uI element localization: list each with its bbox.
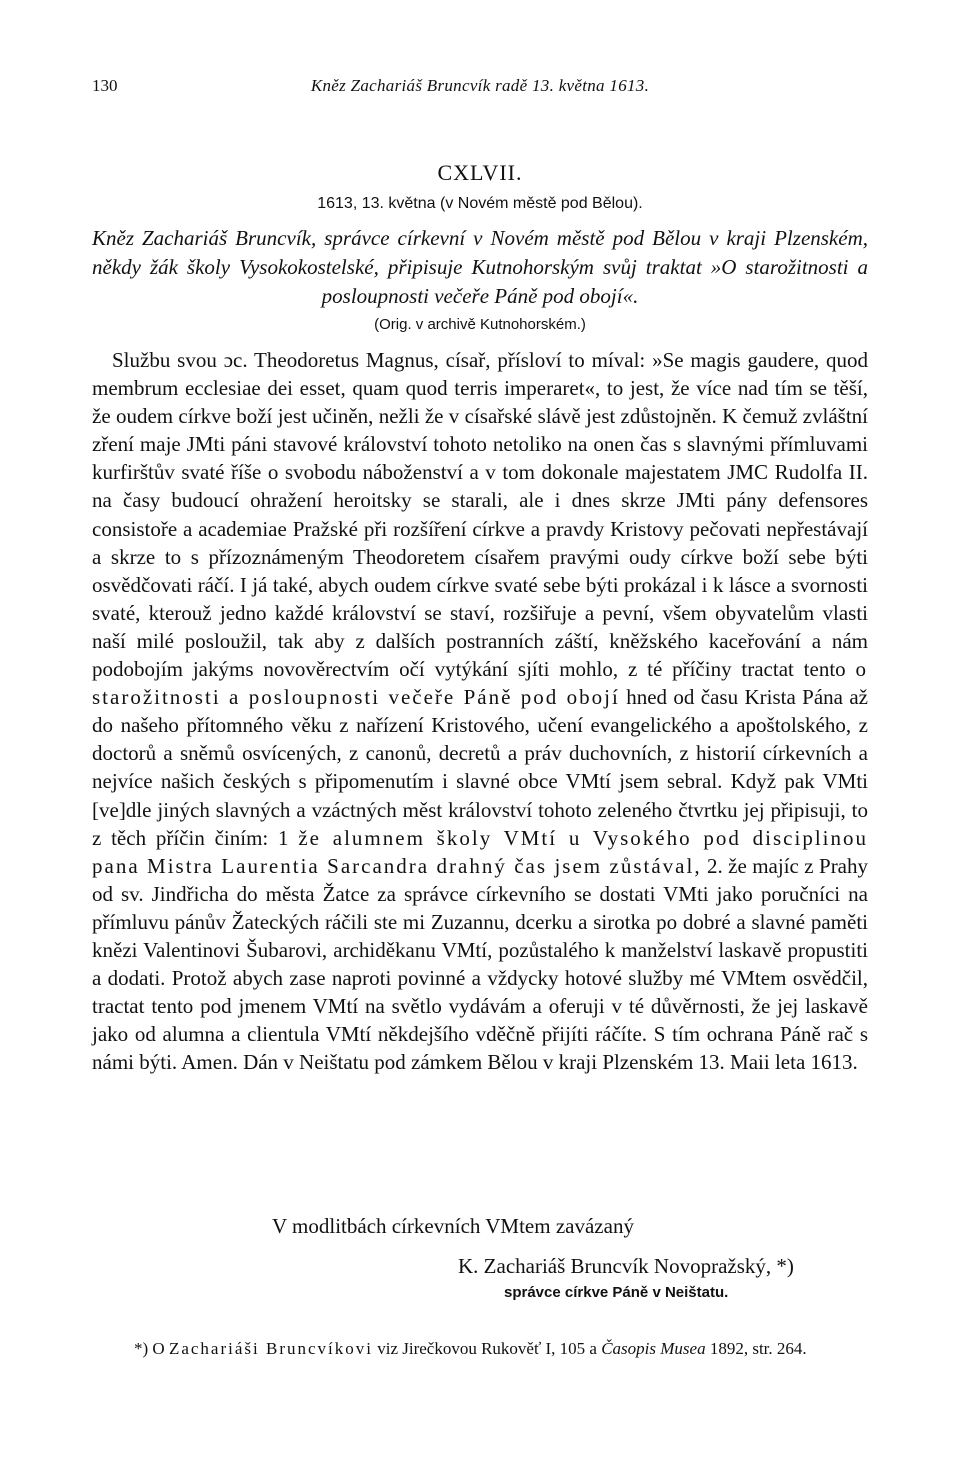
running-title: Kněz Zachariáš Bruncvík radě 13. května 1613.: [310, 76, 650, 95]
body-part-2: hned od času Krista Pána až do našeho přítomného věku z nařízení Kristového, učení evangelického a apoštolského, z doctorů a sněmů osvícených, z canonů, decretů a práv duchovních, z historií církevních a nejvíce našich českých s připomenutím i slavné obce VMtí jsem sebral. Když pak VMti [ve]dle jiných slavných a vzáctných měst království tohoto zeleného čtvrtku jej připisuji, to z těch příčin činím: 1: [92, 685, 869, 850]
body-part-3: 2. že majíc z Prahy od sv. Jindřicha do města Žatce za správce církevního se dostati VMti jako poručníci na přímluvu pánův Žateckých ráčili ste mi Zuzannu, dcerku a sirotka po dobré a slavné paměti knězi Valentinovi Šubarovi, archiděkanu VMtí, pozůstalého k manželství laskavě propustiti a dodati. Protož abych zase naproti povinné a vždycky hotové služby mé VMtem osvědčil, tractat tento pod jmenem VMtí na světlo vydávám a oferuji v té důvěrnosti, že jej laskavě jako od alumna a clientula VMtí někdejšího vděčně přijíti ráčíte. S tím ochrana Páně rač s námi býti. Amen. Dán v Neištatu pod zámkem Bělou v kraji Plzenském 13. Maii leta 1613.: [92, 853, 869, 1075]
spaced-title: o starožitnosti a posloupnosti večeře Páně pod obojí: [92, 657, 869, 710]
signature-role: správce církve Páně v Neištatu.: [504, 1284, 729, 1301]
letter-body: [92, 346, 868, 1076]
letter-paragraph: [92, 346, 868, 1076]
document-abstract: Kněz Zachariáš Bruncvík, správce církevní v Novém městě pod Bělou v kraji Plzenském, někdy žák školy Vysokokostelské, připisuje Kutnohorským svůj traktat »O starožitnosti a posloupnosti večeře Páně pod obojí«.: [92, 226, 868, 308]
body-part-1: Službu svou ɔc. Theodoretus Magnus, císař, přísloví to míval: »Se magis gaudere, quod membrum ecclesiae dei esset, quam quod terris imperaret«, to jest, že více nad tím se těší, že oudem církve boží jest učiněn, nežli že v císařské slávě jest zdůstojněn. K čemuž zvláštní zření maje JMti páni stavové království tohoto netoliko na onen čas s slavnými přímluvami kurfirštův svaté říše o svobodu náboženství a v tom dokonale majestatem JMC Rudolfa II. na časy budoucí ohražení heroitsky se starali, ale i dnes skrze JMti pány defensores consistoře a academiae Pražské při rozšíření církve a pravdy Kristovy pečovati nepřestávají a skrze to s přízoznámeným Theodoretem císařem pravými oudy církve boží sebe býti osvědčovati ráčí. I já také, abych oudem církve svaté sebe býti prokázal i k lásce a svornosti svaté, kterouž jedno každé království se staví, rozšiřuje a pevní, všem obyvatelům vlasti naší milé posloužil, tak aby z dalších postranních záští, kněžského kaceřování a nám podobojím jakýms novověrectvím očí vytýkání sjíti mohlo, z té příčiny tractat tento: [92, 348, 868, 682]
signature: K. Zachariáš Bruncvík Novopražský, *): [458, 1254, 794, 1278]
footnote-text-2: 1892, str. 264.: [705, 1339, 807, 1358]
footnote-text-1: viz Jirečkovou Rukověť I, 105 a: [372, 1339, 602, 1358]
document-date-place: 1613, 13. května (v Novém městě pod Bělou).: [317, 195, 643, 212]
footnote: [92, 1336, 868, 1362]
running-head: [92, 76, 868, 104]
document-source: (Orig. v archivě Kutnohorském.): [374, 316, 586, 333]
footnote-name: Zachariáši Bruncvíkovi: [168, 1339, 373, 1358]
footnote-mark: *) O: [134, 1339, 169, 1358]
document-number: CXLVII.: [437, 160, 523, 185]
footnote-text: [92, 1336, 868, 1362]
spaced-reason: že alumnem školy VMtí u Vysokého pod disciplinou pana Mistra Laurentia Sarcandra drahný čas jsem zůstával,: [92, 825, 868, 878]
page-number: 130: [92, 76, 118, 95]
closing-salutation: V modlitbách církevních VMtem zavázaný: [272, 1214, 634, 1238]
footnote-journal: Časopis Musea: [601, 1339, 706, 1358]
